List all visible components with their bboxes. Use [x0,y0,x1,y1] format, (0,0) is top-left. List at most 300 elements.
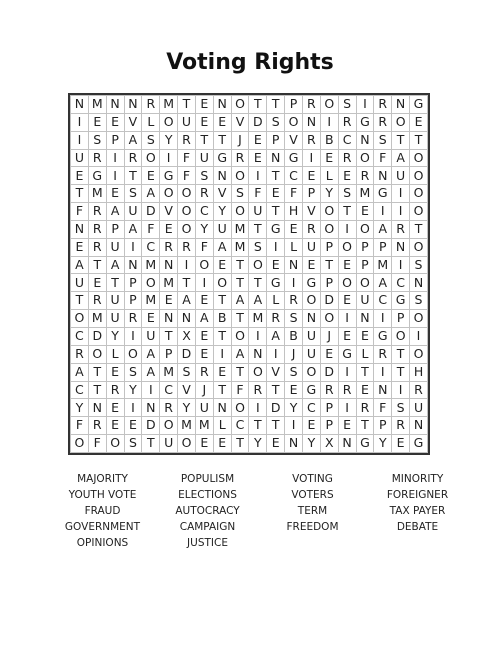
grid-cell[interactable]: U [195,149,213,167]
grid-cell[interactable]: T [213,131,231,149]
grid-cell[interactable]: P [374,417,392,435]
grid-cell[interactable]: P [320,417,338,435]
grid-cell[interactable]: S [178,363,196,381]
grid-cell[interactable]: G [160,167,178,185]
grid-cell[interactable]: N [410,417,428,435]
grid-cell[interactable]: U [249,203,267,221]
grid-cell[interactable]: T [71,292,89,310]
grid-cell[interactable]: E [160,220,178,238]
grid-cell[interactable]: R [374,113,392,131]
grid-cell[interactable]: T [249,220,267,238]
grid-cell[interactable]: I [392,381,410,399]
grid-cell[interactable]: N [124,256,142,274]
grid-cell[interactable]: O [249,363,267,381]
grid-cell[interactable]: U [124,203,142,221]
grid-cell[interactable]: S [142,131,160,149]
grid-cell[interactable]: U [71,274,89,292]
grid-cell[interactable]: E [195,113,213,131]
grid-cell[interactable]: R [88,220,106,238]
grid-cell[interactable]: H [410,363,428,381]
grid-cell[interactable]: N [374,167,392,185]
grid-cell[interactable]: E [338,167,356,185]
grid-cell[interactable]: D [320,292,338,310]
grid-cell[interactable]: E [338,292,356,310]
grid-cell[interactable]: G [338,345,356,363]
grid-cell[interactable]: S [124,435,142,453]
grid-cell[interactable]: C [71,327,89,345]
grid-cell[interactable]: F [71,417,89,435]
grid-cell[interactable]: T [392,345,410,363]
grid-cell[interactable]: R [160,238,178,256]
grid-cell[interactable]: I [160,149,178,167]
grid-cell[interactable]: A [71,363,89,381]
grid-cell[interactable]: O [231,96,249,114]
grid-cell[interactable]: M [249,310,267,328]
grid-cell[interactable]: P [392,310,410,328]
grid-cell[interactable]: A [231,292,249,310]
grid-cell[interactable]: N [356,131,374,149]
grid-cell[interactable]: N [71,96,89,114]
grid-cell[interactable]: I [195,274,213,292]
grid-cell[interactable]: E [356,203,374,221]
grid-cell[interactable]: R [302,131,320,149]
grid-cell[interactable]: S [410,256,428,274]
grid-cell[interactable]: T [231,435,249,453]
grid-cell[interactable]: E [106,185,124,203]
grid-cell[interactable]: O [320,203,338,221]
grid-cell[interactable]: O [338,238,356,256]
grid-cell[interactable]: F [231,381,249,399]
grid-cell[interactable]: T [320,256,338,274]
grid-cell[interactable]: E [106,113,124,131]
grid-cell[interactable]: O [356,149,374,167]
grid-cell[interactable]: E [195,435,213,453]
grid-cell[interactable]: N [302,310,320,328]
grid-cell[interactable]: M [160,274,178,292]
grid-cell[interactable]: S [338,96,356,114]
grid-cell[interactable]: V [285,131,303,149]
grid-cell[interactable]: E [410,113,428,131]
grid-cell[interactable]: C [392,274,410,292]
grid-cell[interactable]: Y [71,399,89,417]
grid-cell[interactable]: J [285,345,303,363]
grid-cell[interactable]: A [142,345,160,363]
grid-cell[interactable]: O [178,220,196,238]
grid-cell[interactable]: R [195,363,213,381]
grid-cell[interactable]: U [302,345,320,363]
grid-cell[interactable]: G [392,292,410,310]
grid-cell[interactable]: O [320,96,338,114]
grid-cell[interactable]: T [267,167,285,185]
grid-cell[interactable]: M [88,185,106,203]
grid-cell[interactable]: U [302,238,320,256]
grid-cell[interactable]: C [231,417,249,435]
grid-cell[interactable]: N [213,399,231,417]
grid-cell[interactable]: O [302,292,320,310]
grid-cell[interactable]: I [374,310,392,328]
grid-cell[interactable]: V [213,185,231,203]
grid-cell[interactable]: F [88,435,106,453]
grid-cell[interactable]: L [285,238,303,256]
grid-cell[interactable]: F [178,149,196,167]
grid-cell[interactable]: T [338,203,356,221]
grid-cell[interactable]: G [356,435,374,453]
grid-cell[interactable]: S [338,185,356,203]
grid-cell[interactable]: R [88,292,106,310]
grid-cell[interactable]: E [106,399,124,417]
grid-cell[interactable]: N [160,256,178,274]
grid-cell[interactable]: A [106,256,124,274]
grid-cell[interactable]: P [356,256,374,274]
grid-cell[interactable]: I [124,238,142,256]
grid-cell[interactable]: S [195,167,213,185]
grid-cell[interactable]: C [142,238,160,256]
grid-cell[interactable]: O [71,435,89,453]
grid-cell[interactable]: G [88,167,106,185]
grid-cell[interactable]: O [231,203,249,221]
grid-cell[interactable]: T [267,417,285,435]
grid-cell[interactable]: R [410,381,428,399]
grid-cell[interactable]: I [285,274,303,292]
grid-cell[interactable]: R [88,149,106,167]
grid-cell[interactable]: V [160,203,178,221]
grid-cell[interactable]: U [195,399,213,417]
grid-cell[interactable]: T [231,274,249,292]
grid-cell[interactable]: S [410,292,428,310]
grid-cell[interactable]: S [285,363,303,381]
grid-cell[interactable]: P [320,399,338,417]
grid-cell[interactable]: I [106,149,124,167]
grid-cell[interactable]: R [320,381,338,399]
grid-cell[interactable]: N [178,310,196,328]
grid-cell[interactable]: A [249,292,267,310]
grid-cell[interactable]: A [213,238,231,256]
grid-cell[interactable]: I [124,399,142,417]
grid-cell[interactable]: O [356,274,374,292]
grid-cell[interactable]: R [249,381,267,399]
grid-cell[interactable]: G [302,274,320,292]
grid-cell[interactable]: I [142,381,160,399]
grid-cell[interactable]: U [106,310,124,328]
grid-cell[interactable]: E [302,417,320,435]
grid-cell[interactable]: E [302,256,320,274]
grid-cell[interactable]: T [213,381,231,399]
grid-cell[interactable]: L [213,417,231,435]
grid-cell[interactable]: O [213,274,231,292]
grid-cell[interactable]: O [142,274,160,292]
grid-cell[interactable]: V [302,203,320,221]
grid-cell[interactable]: E [106,417,124,435]
grid-cell[interactable]: R [142,96,160,114]
grid-cell[interactable]: U [392,167,410,185]
grid-cell[interactable]: E [338,417,356,435]
grid-cell[interactable]: R [178,238,196,256]
grid-cell[interactable]: N [249,345,267,363]
grid-cell[interactable]: I [410,327,428,345]
grid-cell[interactable]: P [124,292,142,310]
grid-cell[interactable]: T [88,363,106,381]
grid-cell[interactable]: O [356,220,374,238]
grid-cell[interactable]: E [356,381,374,399]
grid-cell[interactable]: T [160,327,178,345]
grid-cell[interactable]: I [356,96,374,114]
grid-cell[interactable]: E [356,327,374,345]
grid-cell[interactable]: A [142,363,160,381]
grid-cell[interactable]: E [71,238,89,256]
grid-cell[interactable]: I [392,256,410,274]
grid-cell[interactable]: I [249,327,267,345]
grid-cell[interactable]: G [356,113,374,131]
grid-cell[interactable]: E [195,292,213,310]
grid-cell[interactable]: O [320,310,338,328]
grid-cell[interactable]: F [142,220,160,238]
grid-cell[interactable]: N [392,96,410,114]
grid-cell[interactable]: G [302,381,320,399]
grid-cell[interactable]: S [267,113,285,131]
grid-cell[interactable]: U [213,220,231,238]
grid-cell[interactable]: Y [160,131,178,149]
grid-cell[interactable]: X [178,327,196,345]
grid-cell[interactable]: A [195,310,213,328]
grid-cell[interactable]: N [71,220,89,238]
grid-cell[interactable]: V [178,381,196,399]
grid-cell[interactable]: O [338,274,356,292]
grid-cell[interactable]: N [160,310,178,328]
grid-cell[interactable]: T [213,292,231,310]
grid-cell[interactable]: P [267,131,285,149]
grid-cell[interactable]: I [338,399,356,417]
grid-cell[interactable]: Y [374,435,392,453]
grid-cell[interactable]: O [410,310,428,328]
grid-cell[interactable]: T [124,167,142,185]
grid-cell[interactable]: N [356,310,374,328]
grid-cell[interactable]: O [410,345,428,363]
grid-cell[interactable]: M [195,417,213,435]
grid-cell[interactable]: M [231,238,249,256]
grid-cell[interactable]: P [374,238,392,256]
grid-cell[interactable]: M [160,363,178,381]
grid-cell[interactable]: O [392,327,410,345]
grid-cell[interactable]: E [338,327,356,345]
grid-cell[interactable]: O [160,185,178,203]
grid-cell[interactable]: E [267,185,285,203]
grid-cell[interactable]: O [195,256,213,274]
grid-cell[interactable]: A [124,131,142,149]
grid-cell[interactable]: S [249,238,267,256]
grid-cell[interactable]: T [267,381,285,399]
grid-cell[interactable]: G [267,220,285,238]
grid-cell[interactable]: T [178,274,196,292]
grid-cell[interactable]: B [213,310,231,328]
grid-cell[interactable]: M [88,96,106,114]
grid-cell[interactable]: A [374,274,392,292]
grid-cell[interactable]: Y [213,203,231,221]
grid-cell[interactable]: S [285,310,303,328]
grid-cell[interactable]: P [356,238,374,256]
grid-cell[interactable]: F [249,185,267,203]
grid-cell[interactable]: U [71,149,89,167]
grid-cell[interactable]: U [302,327,320,345]
grid-cell[interactable]: E [392,435,410,453]
grid-cell[interactable]: O [249,256,267,274]
grid-cell[interactable]: N [285,435,303,453]
grid-cell[interactable]: T [249,274,267,292]
grid-cell[interactable]: G [267,274,285,292]
grid-cell[interactable]: I [392,203,410,221]
grid-cell[interactable]: Y [124,381,142,399]
grid-cell[interactable]: L [267,292,285,310]
grid-cell[interactable]: I [106,167,124,185]
grid-cell[interactable]: I [374,363,392,381]
grid-cell[interactable]: I [267,238,285,256]
grid-cell[interactable]: T [195,131,213,149]
grid-cell[interactable]: N [392,238,410,256]
grid-cell[interactable]: O [178,185,196,203]
grid-cell[interactable]: C [160,381,178,399]
grid-cell[interactable]: T [249,417,267,435]
grid-cell[interactable]: N [285,256,303,274]
grid-cell[interactable]: L [320,167,338,185]
grid-cell[interactable]: U [356,292,374,310]
grid-cell[interactable]: N [124,96,142,114]
grid-cell[interactable]: T [231,256,249,274]
grid-cell[interactable]: P [320,274,338,292]
grid-cell[interactable]: E [195,345,213,363]
grid-cell[interactable]: I [392,185,410,203]
grid-cell[interactable]: R [356,167,374,185]
grid-cell[interactable]: E [142,167,160,185]
grid-cell[interactable]: Y [178,399,196,417]
grid-cell[interactable]: R [302,220,320,238]
grid-cell[interactable]: B [320,131,338,149]
grid-cell[interactable]: I [267,345,285,363]
grid-cell[interactable]: S [124,185,142,203]
grid-cell[interactable]: R [285,292,303,310]
grid-cell[interactable]: U [178,113,196,131]
grid-cell[interactable]: A [106,203,124,221]
grid-cell[interactable]: E [160,292,178,310]
grid-cell[interactable]: O [392,113,410,131]
grid-cell[interactable]: V [267,363,285,381]
grid-cell[interactable]: T [410,220,428,238]
grid-cell[interactable]: O [231,327,249,345]
grid-cell[interactable]: M [142,292,160,310]
grid-cell[interactable]: O [160,417,178,435]
grid-cell[interactable]: G [410,435,428,453]
grid-cell[interactable]: T [392,131,410,149]
grid-cell[interactable]: O [410,238,428,256]
grid-cell[interactable]: E [338,256,356,274]
grid-cell[interactable]: E [249,149,267,167]
grid-cell[interactable]: T [142,435,160,453]
grid-cell[interactable]: V [124,113,142,131]
grid-cell[interactable]: I [124,327,142,345]
grid-cell[interactable]: R [88,238,106,256]
grid-cell[interactable]: O [178,203,196,221]
grid-cell[interactable]: C [302,399,320,417]
grid-cell[interactable]: I [320,113,338,131]
grid-cell[interactable]: C [195,203,213,221]
grid-cell[interactable]: R [195,185,213,203]
grid-cell[interactable]: O [178,435,196,453]
grid-cell[interactable]: S [374,131,392,149]
grid-cell[interactable]: R [231,149,249,167]
grid-cell[interactable]: Y [195,220,213,238]
grid-cell[interactable]: N [88,399,106,417]
grid-cell[interactable]: M [142,256,160,274]
grid-cell[interactable]: D [320,363,338,381]
grid-cell[interactable]: R [374,96,392,114]
grid-cell[interactable]: T [231,310,249,328]
grid-cell[interactable]: R [338,381,356,399]
grid-cell[interactable]: R [88,417,106,435]
grid-cell[interactable]: A [392,149,410,167]
grid-cell[interactable]: A [374,220,392,238]
grid-cell[interactable]: F [195,238,213,256]
grid-cell[interactable]: R [392,417,410,435]
grid-cell[interactable]: M [178,417,196,435]
grid-cell[interactable]: E [285,220,303,238]
grid-cell[interactable]: L [142,113,160,131]
grid-cell[interactable]: T [88,381,106,399]
grid-cell[interactable]: I [178,256,196,274]
grid-cell[interactable]: I [249,167,267,185]
grid-cell[interactable]: T [356,363,374,381]
grid-cell[interactable]: O [320,220,338,238]
grid-cell[interactable]: P [106,131,124,149]
grid-cell[interactable]: D [178,345,196,363]
grid-cell[interactable]: S [392,399,410,417]
grid-cell[interactable]: D [88,327,106,345]
grid-cell[interactable]: I [338,363,356,381]
grid-cell[interactable]: R [160,399,178,417]
grid-cell[interactable]: Y [285,399,303,417]
grid-cell[interactable]: S [124,363,142,381]
grid-cell[interactable]: R [392,220,410,238]
grid-cell[interactable]: E [195,96,213,114]
grid-cell[interactable]: O [302,363,320,381]
grid-cell[interactable]: O [285,113,303,131]
grid-cell[interactable]: M [374,256,392,274]
grid-cell[interactable]: E [213,435,231,453]
grid-cell[interactable]: E [213,256,231,274]
grid-cell[interactable]: Y [106,327,124,345]
grid-cell[interactable]: T [267,203,285,221]
grid-cell[interactable]: R [124,149,142,167]
grid-cell[interactable]: T [249,96,267,114]
grid-cell[interactable]: F [285,185,303,203]
grid-cell[interactable]: P [160,345,178,363]
grid-cell[interactable]: N [410,274,428,292]
grid-cell[interactable]: G [410,96,428,114]
grid-cell[interactable]: C [71,381,89,399]
grid-cell[interactable]: R [374,345,392,363]
grid-cell[interactable]: R [356,399,374,417]
grid-cell[interactable]: U [106,292,124,310]
grid-cell[interactable]: U [142,327,160,345]
grid-cell[interactable]: D [142,417,160,435]
grid-cell[interactable]: J [231,131,249,149]
grid-cell[interactable]: I [374,203,392,221]
grid-cell[interactable]: E [267,435,285,453]
grid-cell[interactable]: E [267,256,285,274]
grid-cell[interactable]: F [71,203,89,221]
grid-cell[interactable]: O [410,185,428,203]
grid-cell[interactable]: T [71,185,89,203]
grid-cell[interactable]: E [213,363,231,381]
grid-cell[interactable]: R [302,96,320,114]
grid-cell[interactable]: T [356,417,374,435]
